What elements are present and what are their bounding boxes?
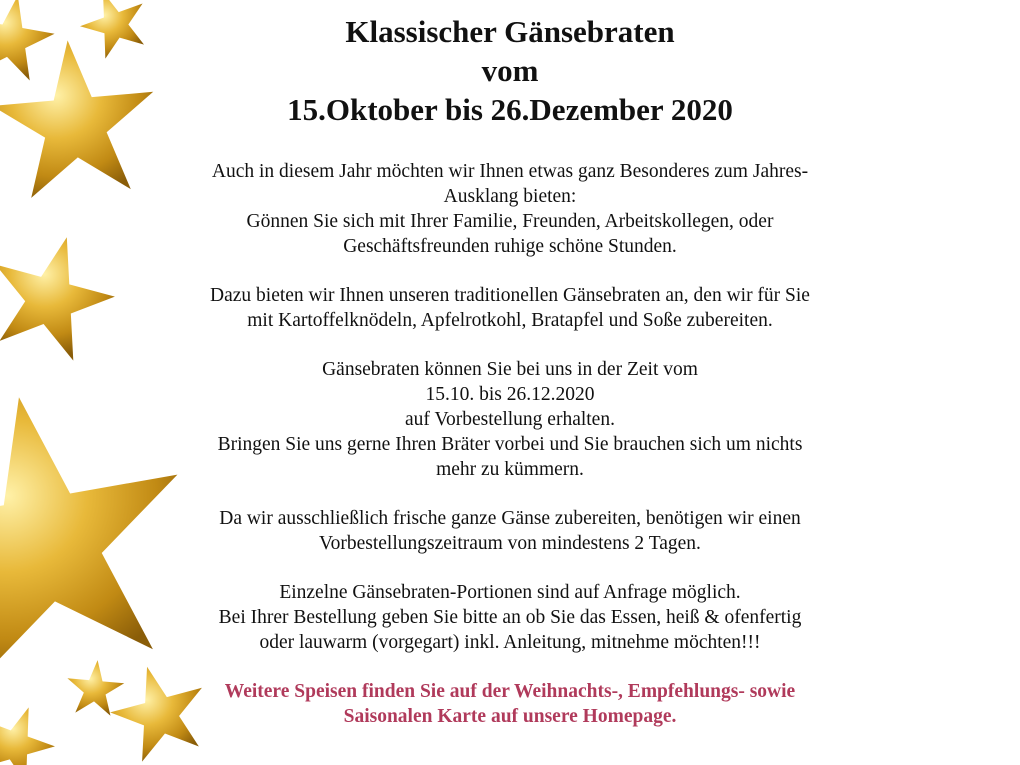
paragraph-period [150,357,870,482]
page-title: Klassischer Gänsebraten [345,14,675,49]
text-line: Vorbestellungszeitraum von mindestens 2 Tagen. [319,533,701,554]
star-icon [72,0,156,63]
star-icon [0,221,127,367]
paragraph-portions [150,580,870,655]
star-icon [0,0,60,83]
star-icon [64,658,126,717]
text-line: Gänsebraten können Sie bei uns in der Zeit vom [322,359,698,380]
text-line: mit Kartoffelknödeln, Apfelrotkohl, Bratapfel und Soße zubereiten. [247,310,773,331]
text-line: Ausklang bieten: [443,186,577,207]
title-dates: 15.Oktober bis 26.Dezember 2020 [287,92,733,127]
text-line: Einzelne Gänsebraten-Portionen sind auf Anfrage möglich. [279,582,741,603]
text-line: Auch in diesem Jahr möchten wir Ihnen etwas ganz Besonderes zum Jahres- [211,161,809,182]
text-line: Da wir ausschließlich frische ganze Gänse zubereiten, benötigen wir einen [219,508,801,529]
highlight-line: Saisonalen Karte auf unsere Homepage. [343,706,677,727]
text-line: Bei Ihrer Bestellung geben Sie bitte an ob Sie das Essen, heiß & ofenfertig [218,607,802,628]
text-line: Bringen Sie uns gerne Ihren Bräter vorbei und Sie brauchen sich um nichts [217,434,803,455]
paragraph-more-dishes [150,679,870,729]
text-line: Geschäftsfreunden ruhige schöne Stunden. [343,236,677,257]
heading-block [150,12,870,129]
paragraph-offer [150,283,870,333]
text-line: auf Vorbestellung erhalten. [405,409,615,430]
text-line: 15.10. bis 26.12.2020 [425,384,595,405]
paragraph-preorder [150,506,870,556]
text-line: Gönnen Sie sich mit Ihrer Familie, Freunden, Arbeitskollegen, oder [246,211,774,232]
title-vom: vom [481,53,539,88]
text-line: mehr zu kümmern. [436,459,584,480]
announcement [150,12,870,753]
text-line: Dazu bieten wir Ihnen unseren traditionellen Gänsebraten an, den wir für Sie [210,285,810,306]
star-icon [0,694,64,765]
text-line: oder lauwarm (vorgegart) inkl. Anleitung, mitnehme möchten!!! [259,632,761,653]
paragraph-intro [150,159,870,259]
highlight-line: Weitere Speisen finden Sie auf der Weihnachts-, Empfehlungs- sowie [224,681,796,702]
